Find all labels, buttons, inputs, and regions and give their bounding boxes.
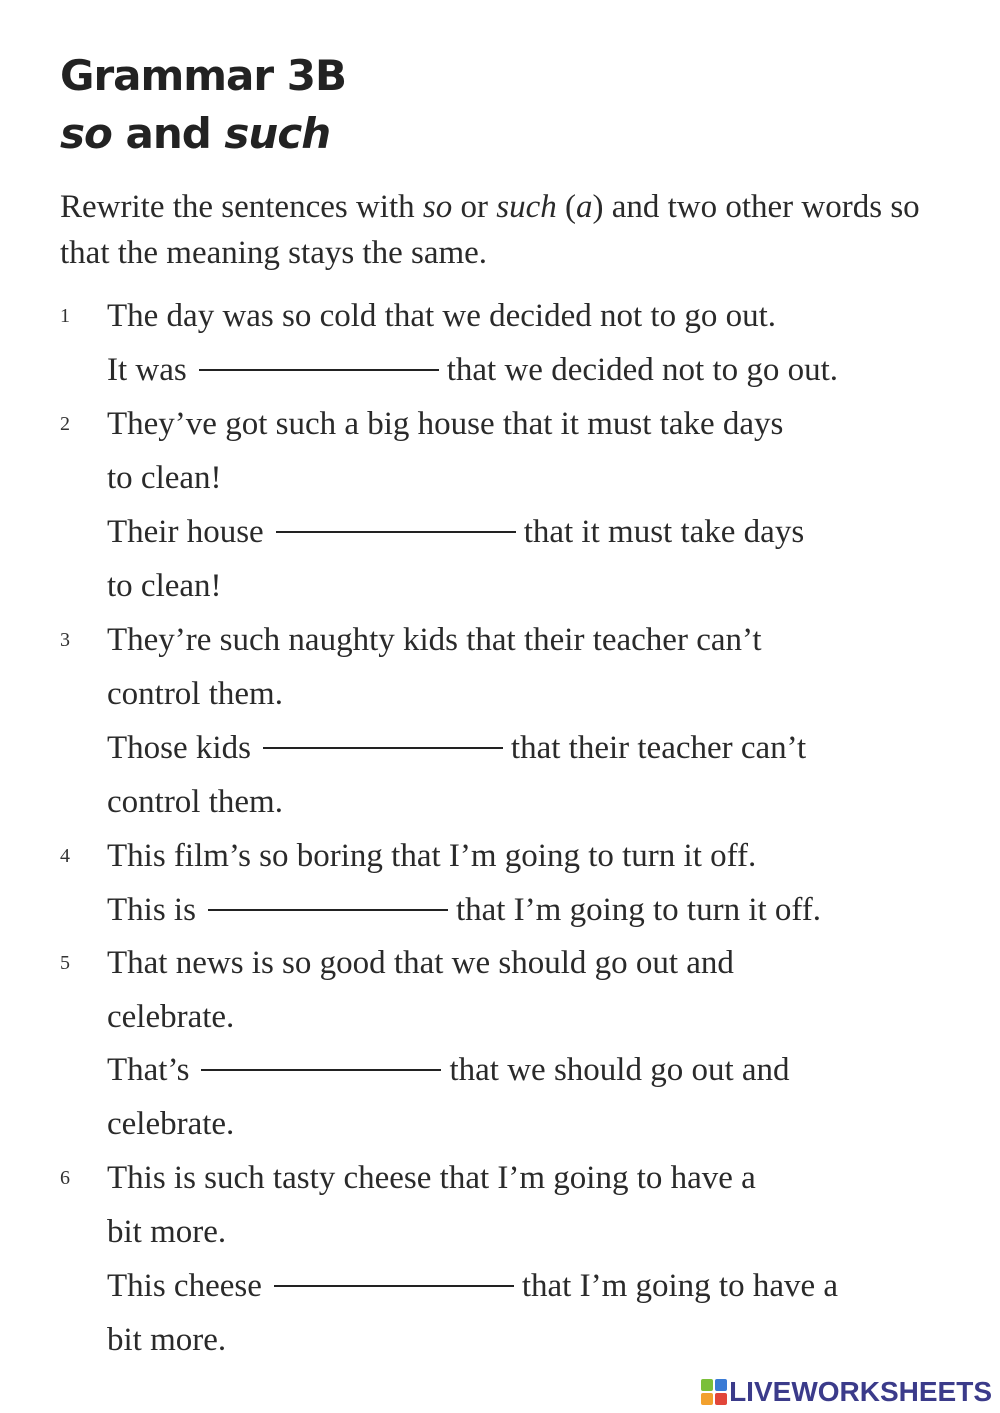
item-rewrite-line	[107, 1050, 790, 1090]
item-rewrite-line	[107, 728, 806, 768]
item-original-line: control them.	[107, 676, 283, 712]
rewrite-after: that we should go out and	[449, 1052, 790, 1088]
logo-square-blue	[715, 1379, 727, 1391]
item-rewrite-continuation: to clean!	[107, 568, 222, 604]
instructions-text-2: or	[452, 189, 497, 225]
item-rewrite-line	[107, 512, 804, 552]
item-rewrite-line	[107, 1266, 838, 1306]
subtitle-such: such	[224, 109, 331, 158]
rewrite-before: This cheese	[107, 1268, 262, 1304]
answer-blank[interactable]	[201, 1069, 441, 1071]
instructions-text-1: Rewrite the sentences with	[60, 189, 423, 225]
answer-blank[interactable]	[276, 531, 516, 533]
item-original-line: This film’s so boring that I’m going to turn it off.	[107, 838, 757, 874]
item-number: 5	[60, 952, 70, 974]
rewrite-after: that their teacher can’t	[510, 730, 807, 766]
liveworksheets-logo[interactable]	[701, 1376, 992, 1408]
item-number: 3	[60, 629, 70, 651]
instructions-a: a	[575, 189, 593, 225]
instructions-such: such	[496, 189, 557, 225]
liveworksheets-logo-icon	[701, 1379, 727, 1405]
rewrite-after: that we decided not to go out.	[446, 352, 839, 388]
answer-blank[interactable]	[199, 369, 439, 371]
rewrite-before: Those kids	[107, 730, 251, 766]
item-rewrite-line	[107, 350, 838, 390]
rewrite-after: that it must take days	[523, 514, 805, 550]
liveworksheets-logo-text: LIVEWORKSHEETS	[729, 1376, 992, 1407]
worksheet-title: Grammar 3B	[60, 51, 346, 100]
item-original-line: They’re such naughty kids that their teacher can’t	[107, 622, 762, 658]
item-original-line: to clean!	[107, 460, 222, 496]
item-original-line: celebrate.	[107, 999, 235, 1035]
item-rewrite-line	[107, 890, 821, 930]
instructions-text-4: ) and two other words so that the meaning stays the same.	[60, 189, 920, 271]
item-original-line: bit more.	[107, 1214, 227, 1250]
rewrite-before: That’s	[107, 1052, 190, 1088]
item-original-line: The day was so cold that we decided not to go out.	[107, 298, 777, 334]
item-original-line: This is such tasty cheese that I’m going to have a	[107, 1160, 756, 1196]
logo-square-orange	[701, 1393, 713, 1405]
subtitle-and: and	[125, 109, 211, 158]
item-number: 4	[60, 845, 70, 867]
item-rewrite-continuation: celebrate.	[107, 1106, 235, 1142]
item-number: 2	[60, 413, 70, 435]
worksheet-subtitle	[60, 110, 330, 158]
instructions-text-3: (	[556, 189, 576, 225]
item-rewrite-continuation: bit more.	[107, 1322, 227, 1358]
answer-blank[interactable]	[263, 747, 503, 749]
rewrite-after: that I’m going to have a	[521, 1268, 839, 1304]
item-number: 6	[60, 1167, 70, 1189]
answer-blank[interactable]	[274, 1285, 514, 1287]
item-number: 1	[60, 305, 70, 327]
logo-square-green	[701, 1379, 713, 1391]
item-rewrite-continuation: control them.	[107, 784, 283, 820]
logo-square-red	[715, 1393, 727, 1405]
instructions-so: so	[422, 189, 453, 225]
answer-blank[interactable]	[208, 909, 448, 911]
rewrite-before: Their house	[107, 514, 264, 550]
instructions	[60, 184, 940, 276]
item-original-line: They’ve got such a big house that it must take days	[107, 406, 784, 442]
rewrite-after: that I’m going to turn it off.	[455, 892, 822, 928]
rewrite-before: This is	[107, 892, 196, 928]
item-original-line: That news is so good that we should go out and	[107, 945, 734, 981]
rewrite-before: It was	[107, 352, 187, 388]
subtitle-so: so	[60, 109, 112, 158]
